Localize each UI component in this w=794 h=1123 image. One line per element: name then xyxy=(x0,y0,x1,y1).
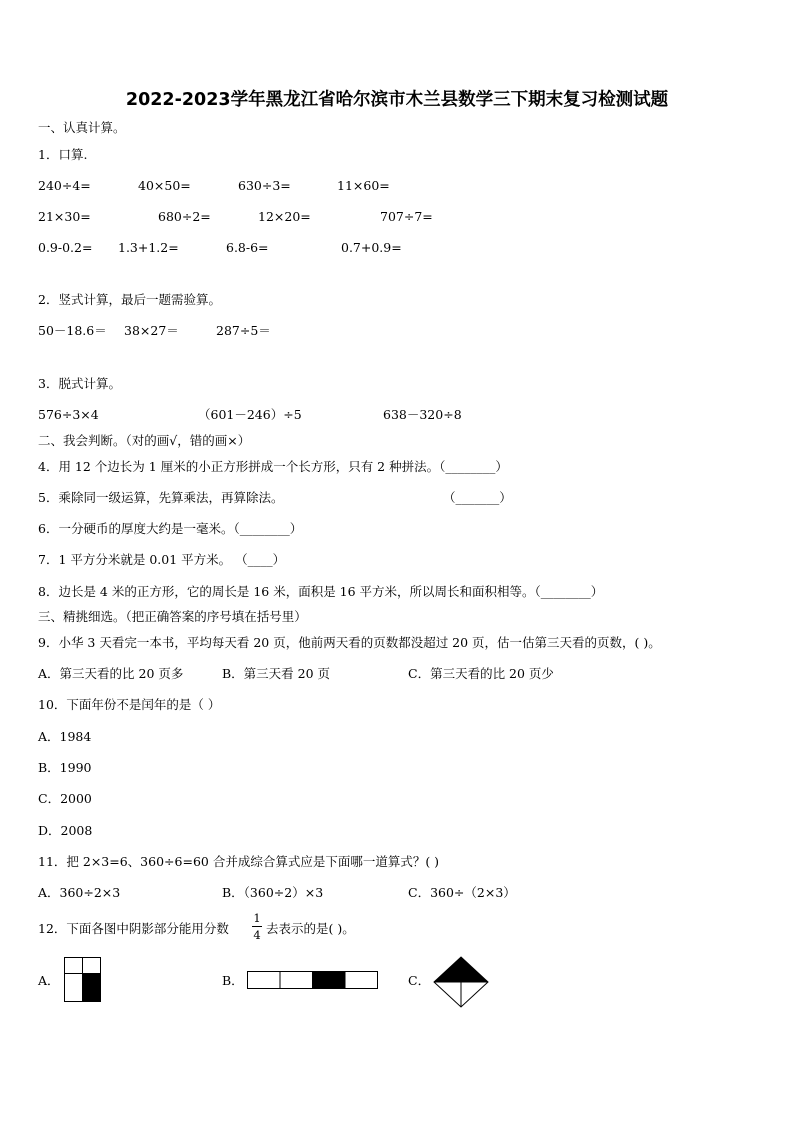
oral-calc-item: 707÷7= xyxy=(380,209,433,224)
step-calc-item: 638－320÷8 xyxy=(383,407,462,422)
question-1-label: 1．口算. xyxy=(38,147,88,162)
question-9-stem: 9．小华 3 天看完一本书，平均每天看 20 页，他前两天看的页数都没超过 20 页，估一估第三天看的页数，( )。 xyxy=(38,635,661,650)
question-4: 4．用 12 个边长为 1 厘米的小正方形拼成一个长方形，只有 2 种拼法。（________） xyxy=(38,459,508,474)
question-10-option-d: D．2008 xyxy=(38,823,93,838)
oral-calc-item: 0.9-0.2= xyxy=(38,240,93,255)
fraction-denominator: 4 xyxy=(253,928,261,942)
question-8: 8．边长是 4 米的正方形，它的周长是 16 米，面积是 16 平方米，所以周长和面积相等。（________） xyxy=(38,584,604,599)
question-2-label: 2．竖式计算，最后一题需验算。 xyxy=(38,292,221,307)
oral-calc-item: 630÷3= xyxy=(238,178,291,193)
fraction-numerator: 1 xyxy=(253,911,261,925)
section-heading-multiple-choice: 三、精挑细选。（把正确答案的序号填在括号里） xyxy=(38,609,307,624)
step-calc-item: （601－246）÷5 xyxy=(198,407,302,422)
fraction-bar xyxy=(252,926,262,927)
oral-calc-item: 6.8-6= xyxy=(226,240,269,255)
oral-calc-item: 680÷2= xyxy=(158,209,211,224)
figure-b-strip xyxy=(247,971,379,990)
question-5-answer-blank[interactable]: （_______） xyxy=(443,490,512,505)
step-calc-item: 576÷3×4 xyxy=(38,407,99,422)
oral-calc-item: 40×50= xyxy=(138,178,191,193)
question-10-option-b: B．1990 xyxy=(38,760,92,775)
oral-calc-item: 12×20= xyxy=(258,209,311,224)
question-12-stem-before: 12．下面各图中阴影部分能用分数 xyxy=(38,921,229,936)
question-7: 7．1 平方分米就是 0.01 平方米。 （____） xyxy=(38,552,286,567)
section-heading-judgement: 二、我会判断。（对的画√，错的画×） xyxy=(38,433,251,448)
question-11-option-c: C．360÷（2×3） xyxy=(408,885,516,900)
question-11-stem: 11．把 2×3=6、360÷6=60 合并成综合算式应是下面哪一道算式？( ) xyxy=(38,854,440,869)
oral-calc-item: 0.7+0.9= xyxy=(341,240,402,255)
question-10-option-a: A．1984 xyxy=(38,729,92,744)
question-12-option-a: A． xyxy=(38,973,60,988)
fraction-one-quarter xyxy=(252,912,262,941)
vertical-calc-item: 287÷5＝ xyxy=(216,323,271,338)
question-5: 5．乘除同一级运算，先算乘法，再算除法。 xyxy=(38,490,284,505)
oral-calc-item: 21×30= xyxy=(38,209,91,224)
oral-calc-item: 240÷4= xyxy=(38,178,91,193)
section-heading-calculation: 一、认真计算。 xyxy=(38,120,126,135)
question-10-stem: 10．下面年份不是闰年的是（ ） xyxy=(38,697,221,712)
oral-calc-item: 1.3+1.2= xyxy=(118,240,179,255)
question-11-option-a: A．360÷2×3 xyxy=(38,885,121,900)
question-9-option-a: A．第三天看的比 20 页多 xyxy=(38,666,184,681)
question-9-option-c: C．第三天看的比 20 页少 xyxy=(408,666,554,681)
question-12-stem-after: 去表示的是( )。 xyxy=(266,921,355,936)
question-12-option-c: C． xyxy=(408,973,431,988)
figure-a-square-grid xyxy=(64,957,102,1003)
question-6: 6．一分硬币的厚度大约是一毫米。（________） xyxy=(38,521,303,536)
page-title: 2022-2023学年黑龙江省哈尔滨市木兰县数学三下期末复习检测试题 xyxy=(125,90,669,110)
vertical-calc-item: 50－18.6＝ xyxy=(38,323,107,338)
figure-c-diamond xyxy=(433,956,489,1008)
oral-calc-item: 11×60= xyxy=(337,178,390,193)
question-3-label: 3．脱式计算。 xyxy=(38,376,121,391)
question-9-option-b: B．第三天看 20 页 xyxy=(222,666,331,681)
question-10-option-c: C．2000 xyxy=(38,791,92,806)
question-12-option-b: B． xyxy=(222,973,244,988)
vertical-calc-item: 38×27＝ xyxy=(124,323,179,338)
question-11-option-b: B．（360÷2）×3 xyxy=(222,885,324,900)
